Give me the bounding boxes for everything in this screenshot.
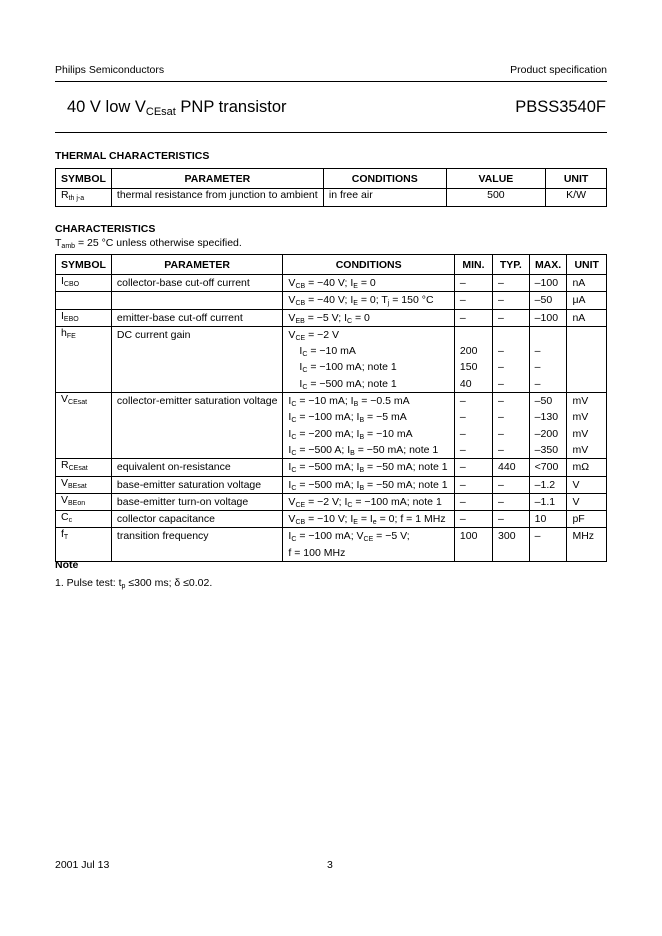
value-line: 300 <box>498 530 516 543</box>
table-row <box>56 189 607 207</box>
parameter-cell: base-emitter saturation voltage <box>111 476 283 493</box>
value-line: –130 <box>534 411 559 424</box>
value-line: <700 <box>534 461 559 474</box>
value-line: μA <box>572 294 586 307</box>
value-line: mV <box>572 411 589 424</box>
condition-line: $V_{CB} = -40$ V; $I_E = 0$ <box>288 277 376 290</box>
unit-cell <box>567 511 607 528</box>
col-symbol: SYMBOL <box>56 169 112 189</box>
condition-line: f = 100 MHz <box>288 546 346 559</box>
value-line: – <box>498 377 504 390</box>
min-cell <box>454 476 492 493</box>
value-line <box>498 327 524 343</box>
table-row <box>56 511 607 528</box>
conditions-cell <box>283 275 455 292</box>
typ-cell <box>493 309 530 326</box>
condition-line: $I_C = -10$ mA <box>299 345 356 359</box>
max-cell <box>529 459 567 476</box>
condition-line: $I_C = -500$ mA; note 1 <box>299 377 397 391</box>
unit-cell <box>567 326 607 392</box>
parameter-cell: equivalent on-resistance <box>111 459 283 476</box>
conditions-cell <box>283 528 455 562</box>
value-line: –100 <box>534 311 559 324</box>
unit-cell <box>567 528 607 562</box>
conditions-cell <box>283 326 455 392</box>
min-cell <box>454 309 492 326</box>
thermal-table <box>55 168 607 207</box>
col-unit: UNIT <box>567 255 607 275</box>
parameter-cell: collector-base cut-off current <box>111 275 283 292</box>
value-line: – <box>498 361 504 374</box>
footer-date: 2001 Jul 13 <box>55 859 110 871</box>
value-line: V <box>572 495 580 508</box>
col-unit: UNIT <box>546 169 607 189</box>
condition-line: $I_C = -10$ mA; $I_B = -0.5$ mA <box>288 395 410 409</box>
value-line: –1.1 <box>534 495 556 508</box>
value-line: – <box>459 443 466 456</box>
table-row <box>56 393 607 459</box>
value-line: – <box>498 495 504 508</box>
note-heading: Note <box>55 559 79 571</box>
value-line: – <box>498 311 504 324</box>
conditions-cell <box>283 292 455 309</box>
value-line <box>572 545 601 561</box>
col-conditions: CONDITIONS <box>323 169 446 189</box>
conditions-cell <box>283 459 455 476</box>
condition-line: $V_{CE} = -2$ V; $I_C = -100$ mA; note 1 <box>288 495 442 509</box>
min-cell <box>454 326 492 392</box>
col-parameter: PARAMETER <box>111 169 323 189</box>
value-line: – <box>498 513 504 526</box>
value-line <box>460 327 487 343</box>
value-line: – <box>498 443 504 456</box>
value-line: mV <box>572 427 589 440</box>
typ-cell <box>493 528 530 562</box>
symbol-cell: $f_T$ <box>56 528 112 562</box>
title-rule <box>55 132 607 133</box>
value-line: –1.2 <box>534 478 556 491</box>
parameter-cell: emitter-base cut-off current <box>111 309 283 326</box>
value-line: mV <box>572 443 589 456</box>
typ-cell <box>493 511 530 528</box>
value-line: – <box>459 294 466 307</box>
page-number: 3 <box>327 859 333 871</box>
condition-line: $I_C = -500$ mA; $I_B = -50$ mA; note 1 <box>288 478 448 492</box>
conditions-cell <box>283 309 455 326</box>
parameter-cell: collector-emitter saturation voltage <box>111 393 283 459</box>
condition-line: $I_C = -100$ mA; $I_B = -5$ mA <box>288 411 407 425</box>
value-line: 10 <box>534 513 547 526</box>
typ-cell <box>493 493 530 510</box>
symbol-cell: $I_{EBO}$ <box>56 309 112 326</box>
typ-cell <box>493 393 530 459</box>
value-line: – <box>498 395 504 408</box>
condition-line: $I_C = -500$ mA; $I_B = -50$ mA; note 1 <box>288 461 448 475</box>
value-line <box>498 545 524 561</box>
value-line: mV <box>572 395 589 408</box>
typ-cell <box>493 275 530 292</box>
table-row <box>56 292 607 309</box>
conditions-cell: in free air <box>323 189 446 207</box>
condition-line: $V_{CB} = -40$ V; $I_E = 0$; $T_j = 150$ °C <box>288 294 434 308</box>
note-item: 1. Pulse test: $t_p \le 300$ ms; δ ≤0.02. <box>55 577 213 590</box>
value-line: nA <box>572 277 586 289</box>
value-line: – <box>534 377 541 390</box>
value-line: –50 <box>534 395 553 408</box>
value-line: –50 <box>534 294 553 307</box>
typ-cell <box>493 292 530 309</box>
typ-cell <box>493 459 530 476</box>
value-line: – <box>534 361 541 374</box>
symbol-cell: $I_{CBO}$ <box>56 275 112 292</box>
parameter-cell <box>111 292 283 309</box>
typ-cell <box>493 476 530 493</box>
characteristics-header-row <box>56 255 607 275</box>
value-line: – <box>534 530 541 543</box>
max-cell <box>529 493 567 510</box>
min-cell <box>454 493 492 510</box>
value-line: – <box>498 277 504 289</box>
condition-line: $V_{CB} = -10$ V; $I_E = I_e = 0$; f = 1 MHz <box>288 513 446 527</box>
value-line: 440 <box>498 461 516 474</box>
value-line: –100 <box>534 277 559 289</box>
characteristics-heading: CHARACTERISTICS <box>55 223 156 235</box>
max-cell <box>529 393 567 459</box>
ambient-condition: $T_{amb} = 25$ °C unless otherwise specified. <box>55 237 242 250</box>
conditions-cell <box>283 476 455 493</box>
min-cell <box>454 459 492 476</box>
col-symbol: SYMBOL <box>56 255 112 275</box>
value-line <box>535 545 562 561</box>
value-line: – <box>498 411 504 424</box>
col-max: MAX. <box>529 255 567 275</box>
parameter-cell: thermal resistance from junction to ambient <box>111 189 323 207</box>
symbol-cell: $h_{FE}$ <box>56 326 112 392</box>
value-line: – <box>498 478 504 491</box>
unit-cell <box>567 493 607 510</box>
value-line: – <box>498 345 504 358</box>
table-row <box>56 326 607 392</box>
value-line: –200 <box>534 427 559 440</box>
min-cell <box>454 292 492 309</box>
condition-line: $I_C = -500$ A; $I_B = -50$ mA; note 1 <box>288 443 439 457</box>
parameter-cell: DC current gain <box>111 326 283 392</box>
max-cell <box>529 309 567 326</box>
value-line: – <box>459 427 466 440</box>
header-rule <box>55 81 607 82</box>
value-line: – <box>459 277 466 289</box>
value-line: – <box>534 345 541 358</box>
symbol-cell: $C_c$ <box>56 511 112 528</box>
unit-cell: K/W <box>546 189 607 207</box>
value-line: 150 <box>459 361 478 374</box>
table-row <box>56 309 607 326</box>
value-line: nA <box>572 311 586 324</box>
condition-line: $V_{CE} = -2$ V <box>288 328 340 342</box>
value-line: 100 <box>459 530 478 543</box>
table-row <box>56 459 607 476</box>
value-line: pF <box>572 513 585 526</box>
max-cell <box>529 275 567 292</box>
min-cell <box>454 275 492 292</box>
value-line <box>535 327 562 343</box>
col-typ: TYP. <box>493 255 530 275</box>
unit-cell <box>567 275 607 292</box>
unit-cell <box>567 309 607 326</box>
value-line: – <box>459 311 466 324</box>
max-cell <box>529 511 567 528</box>
max-cell <box>529 326 567 392</box>
max-cell <box>529 292 567 309</box>
symbol-cell: $V_{CEsat}$ <box>56 393 112 459</box>
thermal-header-row <box>56 169 607 189</box>
min-cell <box>454 511 492 528</box>
value-line <box>572 376 601 392</box>
value-line: – <box>459 513 466 526</box>
col-value: VALUE <box>446 169 546 189</box>
thermal-heading: THERMAL CHARACTERISTICS <box>55 150 210 162</box>
condition-line: $I_C = -100$ mA; note 1 <box>299 361 397 375</box>
typ-cell <box>493 326 530 392</box>
value-line: – <box>459 395 466 408</box>
page-title: 40 V low $V_{CEsat}$ PNP transistor <box>67 98 287 118</box>
unit-cell <box>567 459 607 476</box>
min-cell <box>454 528 492 562</box>
unit-cell <box>567 292 607 309</box>
symbol-cell: $V_{BEon}$ <box>56 493 112 510</box>
conditions-cell <box>283 511 455 528</box>
table-row <box>56 275 607 292</box>
value-line <box>572 327 601 343</box>
value-line: – <box>498 427 504 440</box>
col-parameter: PARAMETER <box>111 255 283 275</box>
value-line: – <box>498 294 504 307</box>
table-row <box>56 476 607 493</box>
unit-cell <box>567 393 607 459</box>
unit-cell <box>567 476 607 493</box>
value-line: – <box>459 478 466 491</box>
value-line: 40 <box>459 377 472 390</box>
condition-line: $I_C = -100$ mA; $V_{CE} = -5$ V; <box>288 530 410 544</box>
col-conditions: CONDITIONS <box>283 255 455 275</box>
parameter-cell: collector capacitance <box>111 511 283 528</box>
part-number: PBSS3540F <box>515 98 606 116</box>
value-line <box>572 359 601 375</box>
condition-line: $V_{EB} = -5$ V; $I_C = 0$ <box>288 311 370 325</box>
value-line: – <box>459 495 466 508</box>
company-name: Philips Semiconductors <box>55 64 165 76</box>
symbol-cell: $V_{BEsat}$ <box>56 476 112 493</box>
col-min: MIN. <box>454 255 492 275</box>
document-type: Product specification <box>510 64 607 76</box>
value-cell: 500 <box>446 189 546 207</box>
value-line: –350 <box>534 443 559 456</box>
conditions-cell <box>283 393 455 459</box>
symbol-cell <box>56 292 112 309</box>
symbol-cell: $R_{th j-a}$ <box>56 189 112 207</box>
conditions-cell <box>283 493 455 510</box>
table-row <box>56 493 607 510</box>
value-line <box>460 545 487 561</box>
parameter-cell: base-emitter turn-on voltage <box>111 493 283 510</box>
parameter-cell: transition frequency <box>111 528 283 562</box>
value-line: – <box>459 461 466 474</box>
symbol-cell: $R_{CEsat}$ <box>56 459 112 476</box>
max-cell <box>529 476 567 493</box>
condition-line: $I_C = -200$ mA; $I_B = -10$ mA <box>288 427 413 441</box>
max-cell <box>529 528 567 562</box>
value-line: mΩ <box>572 461 590 474</box>
value-line: MHz <box>572 530 595 543</box>
value-line: 200 <box>459 345 478 358</box>
table-row <box>56 528 607 562</box>
value-line <box>572 343 601 359</box>
value-line: – <box>459 411 466 424</box>
min-cell <box>454 393 492 459</box>
characteristics-table <box>55 254 607 562</box>
value-line: V <box>572 478 580 491</box>
